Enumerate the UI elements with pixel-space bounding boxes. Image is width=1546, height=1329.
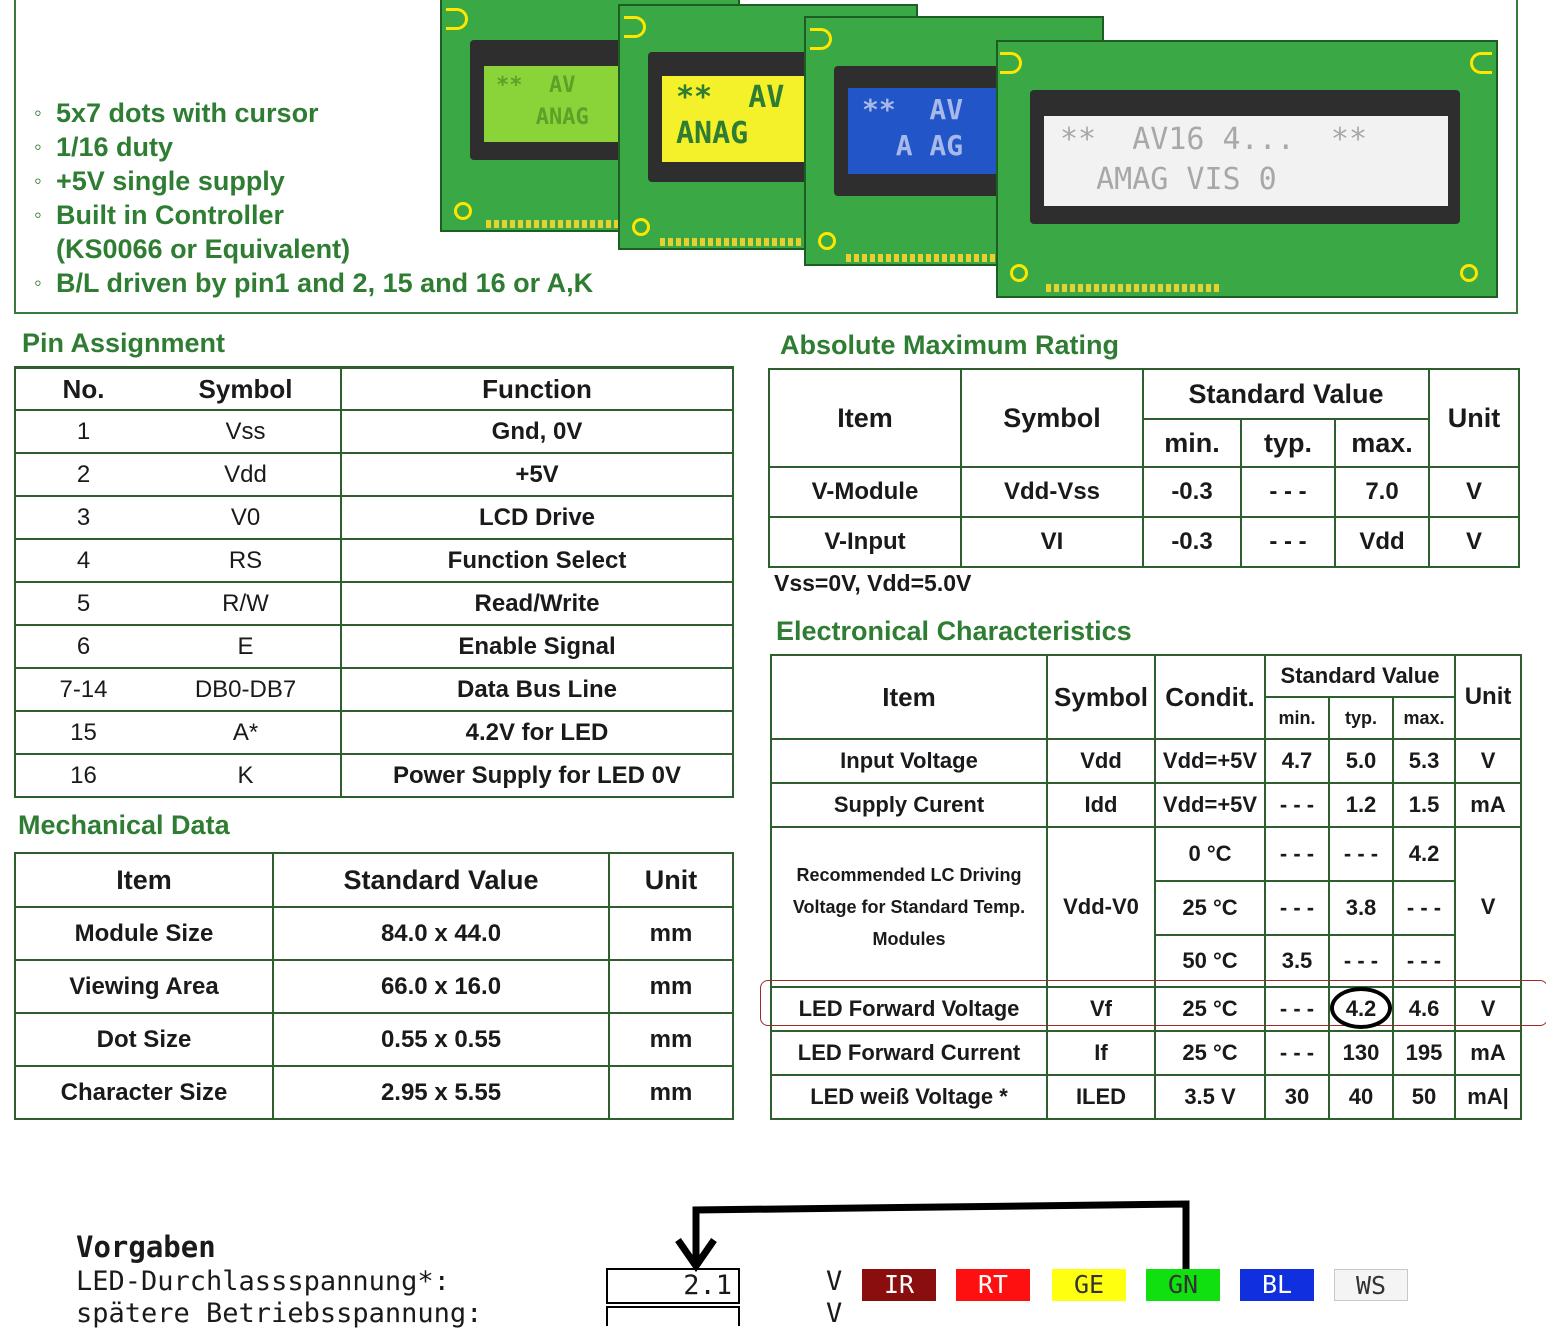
cell: 25 °C	[1155, 987, 1265, 1031]
table-row	[15, 625, 733, 668]
absolute-max-title: Absolute Maximum Rating	[780, 330, 1120, 360]
cell: 30	[1265, 1075, 1329, 1119]
cell: Recommended LC Driving Voltage for Standard Temp. Modules	[771, 827, 1047, 987]
absolute-max-table	[768, 368, 1520, 568]
lcd-line-1: ** AV	[862, 93, 964, 126]
table-row	[15, 907, 733, 960]
electronical-table	[770, 654, 1522, 1120]
cell: V-Module	[769, 467, 961, 517]
header-standard-value: Standard Value	[273, 853, 609, 907]
cell: Vdd=+5V	[1155, 783, 1265, 827]
cell: Vdd-Vss	[961, 467, 1143, 517]
cell: V	[1455, 987, 1521, 1031]
operating-voltage-unit: V	[826, 1298, 843, 1329]
header-condit: Condit.	[1155, 655, 1265, 739]
cell: 25 °C	[1155, 1031, 1265, 1075]
cell: Character Size	[15, 1066, 273, 1119]
cell: 7-14	[15, 668, 151, 711]
cell: Supply Curent	[771, 783, 1047, 827]
cell: 5	[15, 582, 151, 625]
cell: Vdd	[1335, 517, 1429, 567]
lcd-line-1: ** AV	[676, 80, 785, 115]
header-max: max.	[1393, 697, 1455, 739]
cell: 84.0 x 44.0	[273, 907, 609, 960]
cell: LCD Drive	[341, 496, 733, 539]
cell: - - -	[1265, 987, 1329, 1031]
table-row	[15, 754, 733, 797]
cell: Vf	[1047, 987, 1155, 1031]
cell: Vdd	[151, 453, 341, 496]
cell: - - -	[1393, 935, 1455, 987]
cell: 195	[1393, 1031, 1455, 1075]
cell: 6	[15, 625, 151, 668]
header-item: Item	[769, 369, 961, 467]
cell: 4	[15, 539, 151, 582]
cell: 40	[1329, 1075, 1393, 1119]
table-row	[15, 539, 733, 582]
cell: Input Voltage	[771, 739, 1047, 783]
color-button-bl[interactable]: BL	[1240, 1269, 1314, 1301]
cell: - - -	[1265, 827, 1329, 881]
cell: -0.3	[1143, 467, 1241, 517]
cell: mA	[1455, 1031, 1521, 1075]
cell: 5.0	[1329, 739, 1393, 783]
cell: 130	[1329, 1031, 1393, 1075]
cell: mA	[1455, 783, 1521, 827]
cell: 4.6	[1393, 987, 1455, 1031]
cell: V	[1429, 517, 1519, 567]
table-row	[771, 1075, 1521, 1119]
header-no: No.	[15, 368, 151, 411]
header-typ: typ.	[1329, 697, 1393, 739]
feature-item: ◦ 1/16 duty	[34, 130, 593, 164]
header-function: Function	[341, 368, 733, 411]
header-item: Item	[771, 655, 1047, 739]
cell: Vdd	[1047, 739, 1155, 783]
cell: 4.2	[1329, 987, 1393, 1031]
cell: - - -	[1393, 881, 1455, 935]
cell: Data Bus Line	[341, 668, 733, 711]
cell: Module Size	[15, 907, 273, 960]
cell: 3.5 V	[1155, 1075, 1265, 1119]
cell: 7.0	[1335, 467, 1429, 517]
cell: LED weiß Voltage *	[771, 1075, 1047, 1119]
cell: mm	[609, 907, 733, 960]
feature-item: ◦ 5x7 dots with cursor	[34, 96, 593, 130]
typ-value-circle	[1330, 987, 1392, 1029]
electronical-title: Electronical Characteristics	[776, 616, 1132, 646]
table-row	[15, 711, 733, 754]
cell: 2.95 x 5.55	[273, 1066, 609, 1119]
cell: V	[1455, 827, 1521, 987]
header-typ: typ.	[1241, 419, 1335, 467]
cell: - - -	[1241, 517, 1335, 567]
cell: 1	[15, 410, 151, 453]
mechanical-data-table	[14, 852, 734, 1120]
led-forward-voltage-highlight	[760, 980, 1546, 1026]
table-row	[15, 668, 733, 711]
led-voltage-input[interactable]: 2.1	[606, 1268, 740, 1304]
operating-voltage-input[interactable]	[606, 1306, 740, 1326]
cell: 1.5	[1393, 783, 1455, 827]
cell: Vss	[151, 410, 341, 453]
cell: 3	[15, 496, 151, 539]
cell: DB0-DB7	[151, 668, 341, 711]
feature-item: (KS0066 or Equivalent)	[56, 234, 351, 264]
cell: - - -	[1329, 827, 1393, 881]
cell: mm	[609, 1066, 733, 1119]
cell: R/W	[151, 582, 341, 625]
cell: Read/Write	[341, 582, 733, 625]
color-button-ge[interactable]: GE	[1052, 1269, 1126, 1301]
table-row	[771, 783, 1521, 827]
cell: Function Select	[341, 539, 733, 582]
header-symbol: Symbol	[151, 368, 341, 411]
cell: 2	[15, 453, 151, 496]
color-button-rt[interactable]: RT	[956, 1269, 1030, 1301]
header-unit: Unit	[1429, 369, 1519, 467]
vorgaben-title: Vorgaben	[76, 1230, 216, 1264]
table-row	[15, 410, 733, 453]
led-voltage-label: LED-Durchlassspannung*:	[76, 1266, 450, 1297]
cell: mA|	[1455, 1075, 1521, 1119]
cell: Dot Size	[15, 1013, 273, 1066]
header-standard-value: Standard Value	[1143, 369, 1429, 419]
table-row	[771, 739, 1521, 783]
cell: A*	[151, 711, 341, 754]
cell: Power Supply for LED 0V	[341, 754, 733, 797]
table-row	[15, 1013, 733, 1066]
cell: +5V	[341, 453, 733, 496]
cell: 3.5	[1265, 935, 1329, 987]
supply-note: Vss=0V, Vdd=5.0V	[774, 570, 972, 596]
cell: 50 °C	[1155, 935, 1265, 987]
header-unit: Unit	[1455, 655, 1521, 739]
table-row	[769, 467, 1519, 517]
table-row	[15, 453, 733, 496]
color-button-ir[interactable]: IR	[862, 1269, 936, 1301]
cell: ILED	[1047, 1075, 1155, 1119]
header-min: min.	[1265, 697, 1329, 739]
header-max: max.	[1335, 419, 1429, 467]
cell: Vdd=+5V	[1155, 739, 1265, 783]
table-row	[15, 496, 733, 539]
lcd-line-2: ANAG	[496, 105, 589, 130]
cell: mm	[609, 960, 733, 1013]
table-row	[15, 582, 733, 625]
lcd-line-1: ** AV16 4... **	[1060, 122, 1368, 157]
feature-item: ◦ +5V single supply	[34, 164, 593, 198]
feature-item: ◦ Built in Controller	[34, 198, 593, 232]
feature-item: ◦ B/L driven by pin1 and 2, 15 and 16 or A,K	[34, 266, 593, 300]
cell: 1.2	[1329, 783, 1393, 827]
cell: 66.0 x 16.0	[273, 960, 609, 1013]
table-row	[15, 1066, 733, 1119]
color-button-gn[interactable]: GN	[1146, 1269, 1220, 1301]
header-symbol: Symbol	[961, 369, 1143, 467]
cell: If	[1047, 1031, 1155, 1075]
cell: Vdd-V0	[1047, 827, 1155, 987]
table-row	[769, 517, 1519, 567]
cell: LED Forward Current	[771, 1031, 1047, 1075]
header-symbol: Symbol	[1047, 655, 1155, 739]
cell: 4.2	[1393, 827, 1455, 881]
lcd-line-2: AMAG VIS 0	[1060, 162, 1277, 197]
cell: Viewing Area	[15, 960, 273, 1013]
cell: V0	[151, 496, 341, 539]
cell: 3.8	[1329, 881, 1393, 935]
mechanical-data-title: Mechanical Data	[18, 810, 230, 840]
cell: V	[1429, 467, 1519, 517]
cell: 50	[1393, 1075, 1455, 1119]
table-row	[771, 1031, 1521, 1075]
lcd-line-2: A AG	[862, 129, 964, 162]
lcd-module-white	[996, 40, 1498, 298]
cell: V-Input	[769, 517, 961, 567]
cell: mm	[609, 1013, 733, 1066]
arrow-annotation	[660, 1196, 1220, 1276]
header-standard-value: Standard Value	[1265, 655, 1455, 697]
cell: - - -	[1265, 881, 1329, 935]
cell: 16	[15, 754, 151, 797]
cell: E	[151, 625, 341, 668]
cell: 0 °C	[1155, 827, 1265, 881]
cell: VI	[961, 517, 1143, 567]
cell: V	[1455, 739, 1521, 783]
cell: 4.7	[1265, 739, 1329, 783]
lcd-line-1: ** AV	[496, 73, 576, 98]
cell: - - -	[1265, 1031, 1329, 1075]
cell: -0.3	[1143, 517, 1241, 567]
header-unit: Unit	[609, 853, 733, 907]
cell: K	[151, 754, 341, 797]
cell: 15	[15, 711, 151, 754]
cell: Idd	[1047, 783, 1155, 827]
table-row	[15, 960, 733, 1013]
lcd-screen	[1044, 116, 1448, 206]
cell: 4.2V for LED	[341, 711, 733, 754]
lcd-line-2: ANAG	[676, 116, 749, 151]
header-item: Item	[15, 853, 273, 907]
cell: 25 °C	[1155, 881, 1265, 935]
cell: - - -	[1241, 467, 1335, 517]
cell: Enable Signal	[341, 625, 733, 668]
cell: 0.55 x 0.55	[273, 1013, 609, 1066]
operating-voltage-label: spätere Betriebsspannung:	[76, 1298, 483, 1329]
pin-assignment-title: Pin Assignment	[22, 328, 226, 358]
table-row	[771, 827, 1521, 881]
cell: - - -	[1329, 935, 1393, 987]
cell: 5.3	[1393, 739, 1455, 783]
cell: LED Forward Voltage	[771, 987, 1047, 1031]
pin-assignment-table	[14, 366, 734, 798]
led-voltage-unit: V	[826, 1266, 843, 1297]
cell: RS	[151, 539, 341, 582]
cell: - - -	[1265, 783, 1329, 827]
color-button-ws[interactable]: WS	[1334, 1269, 1408, 1301]
cell: Gnd, 0V	[341, 410, 733, 453]
header-min: min.	[1143, 419, 1241, 467]
